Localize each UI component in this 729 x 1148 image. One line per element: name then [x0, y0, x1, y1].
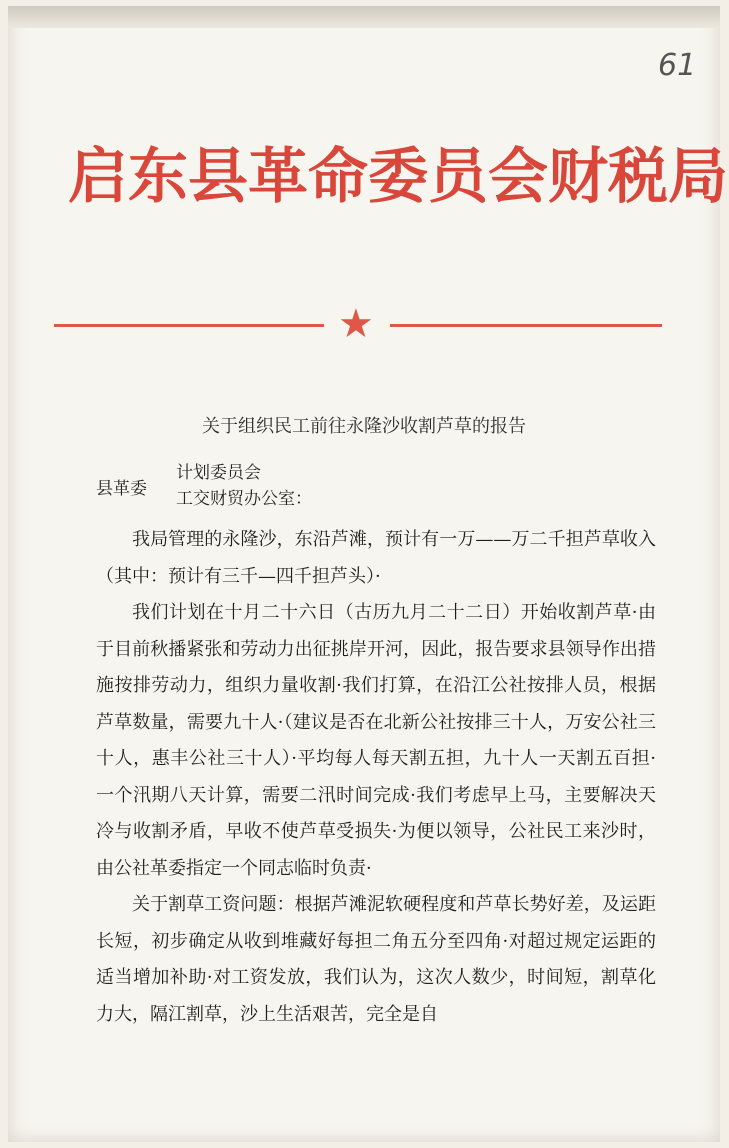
body-paragraph: 我们计划在十月二十六日（古历九月二十二日）开始收割芦草·由于目前秋播紧张和劳动力出征挑岸开河，因此，报告要求县领导作出措施按排劳动力，组织力量收割·我们打算，在沿江公社按排人员，根据芦草数量，需要九十人·（建议是否在北新公社按排三十人，万安公社三十人，惠丰公社三十人）·平均每人每天割五担，九十人一天割五百担·一个汛期八天计算，需要二汛时间完成·我们考虑早上马，主要解决天冷与收割矛盾，早收不使芦草受损失·为便以领导，公社民工来沙时，由公社革委指定一个同志临时负责·: [96, 602, 656, 879]
star-icon: ★: [338, 301, 374, 347]
recipient-name: 工交财贸办公室：: [176, 489, 312, 509]
recipient-name: 计划委员会: [176, 463, 261, 483]
recipient-names: [176, 460, 312, 512]
recipient-label: 县革委: [96, 479, 147, 499]
report-title: 关于组织民工前往永隆沙收割芦草的报告: [202, 416, 526, 437]
page-top-strip: [8, 6, 720, 28]
body-paragraph: 关于割草工资问题：根据芦滩泥软硬程度和芦草长势好差，及运距长短，初步确定从收到堆藏好每担二角五分至四角·对超过规定运距的适当增加补助·对工资发放，我们认为，这次人数少，时间短，割草化力大，隔江割草，沙上生活艰苦，完全是自: [96, 894, 656, 1025]
letterhead-rule-right: [390, 324, 662, 327]
body-paragraph: 我局管理的永隆沙，东沿芦滩，预计有一万——万二千担芦草收入（其中：预计有三千—四千担芦头）·: [96, 529, 656, 587]
letterhead-rule-left: [54, 324, 324, 327]
page-number: 61: [658, 48, 697, 83]
document-sheet: [8, 6, 728, 1142]
letterhead-title: 启东县革命委员会财税局: [68, 142, 728, 212]
report-body: [96, 522, 656, 1033]
